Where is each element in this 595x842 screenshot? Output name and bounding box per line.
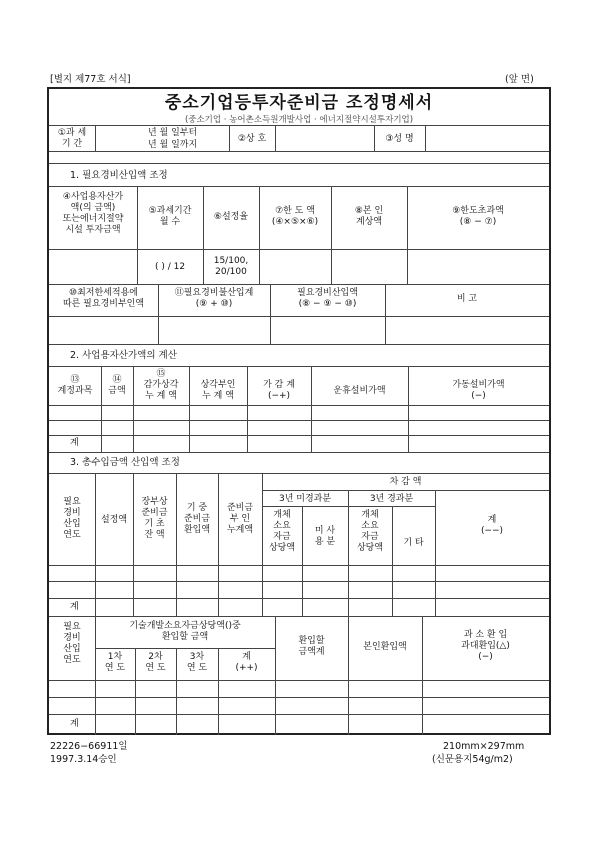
company-label: ②상 호 — [237, 134, 267, 144]
col-unused: 미 사 용 분 — [314, 526, 336, 547]
col-total: 계 (−−) — [480, 515, 504, 536]
form-subtitle: (중소기업 · 농어촌소득원개발사업 · 에너지절약시설투자기업) — [184, 115, 414, 125]
col-asset-value: ④사업용자산가 액(의 금액) 또는에너지절약 시설 투자금액 — [62, 192, 124, 235]
section2-total-label: 계 — [70, 438, 79, 448]
col-nondeductible: ⑪필요경비불산입계 (⑨ + ⑩) — [174, 288, 254, 309]
paper-type: (신문용지54g/m2) — [432, 754, 513, 765]
col-denied: 상각부인 누 계 액 — [200, 380, 236, 401]
period-to: 년 월 일까지 — [148, 140, 198, 150]
col-year-sum: 계 (++) — [235, 652, 258, 673]
col-adjust-sum: 가 감 계 (−+) — [263, 380, 295, 401]
col-account: ⑬ 계정과목 — [57, 375, 93, 396]
col-excess: ⑨한도초과액 (⑧ − ⑦) — [452, 206, 504, 227]
under-3-years: 3년 미경과분 — [278, 494, 332, 504]
over-3-years: 3년 경과분 — [369, 494, 414, 504]
col-idle-assets: 운휴설비가액 — [333, 386, 386, 396]
col-period-months: ⑤과세기간 월 수 — [148, 206, 192, 227]
col-year-1: 1차 연 도 — [104, 652, 126, 673]
section1-heading: 1. 필요경비산입액 조정 — [70, 170, 168, 181]
col-operating-assets: 가동설비가액 (−) — [452, 380, 505, 401]
col-self-restore: 본인환입액 — [363, 642, 407, 652]
col-self-amount: ⑧본 인 계상액 — [354, 206, 384, 227]
col-min-tax: ⑩최저한세적용에 따른 필요경비부인액 — [62, 288, 145, 309]
deduction-header: 차 감 액 — [389, 477, 422, 487]
col-over-under-restore: 과 소 환 입 과대환입(△) (−) — [461, 630, 510, 662]
col-reserve-denied: 준비금 부 인 누계액 — [226, 503, 254, 535]
col-amount: ⑭ 금액 — [108, 375, 126, 396]
period-from: 년 월 일부터 — [148, 128, 198, 138]
col-restore-total: 환입할 금액계 — [298, 636, 325, 657]
section3-total-label: 계 — [70, 602, 79, 612]
col-mid-restore: 기 중 준비금 환입액 — [183, 503, 211, 535]
col-remarks: 비 고 — [456, 294, 478, 304]
name-label: ③성 명 — [385, 134, 414, 144]
col-inclusion-year: 필요 경비 산입 연도 — [63, 497, 81, 540]
form-title: 중소기업등투자준비금 조정명세서 — [164, 93, 434, 113]
form-number: [별지 제77호 서식] — [50, 74, 131, 85]
paper-size: 210mm×297mm — [443, 741, 525, 752]
col-set-rate: ⑥설정율 — [213, 212, 249, 222]
col-year-2: 2차 연 도 — [145, 652, 166, 673]
col-replacement-funds: 개체 소요 자금 상당액 — [268, 510, 296, 553]
approval-date: 1997.3.14승인 — [50, 754, 117, 765]
col-other: 기 타 — [403, 538, 424, 548]
col-set-amount: 설정액 — [100, 515, 128, 525]
dev-funds-header: 기술개발소요자금상당액()중 환입할 금액 — [129, 621, 241, 642]
form-code: 22226−66911일 — [50, 741, 128, 752]
col-year-3: 3차 연 도 — [186, 652, 208, 673]
section2-heading: 2. 사업용자산가액의 계산 — [70, 350, 177, 361]
col-limit: ⑦한 도 액 (④×⑤×⑥) — [271, 206, 319, 227]
section4-total-label: 계 — [70, 719, 79, 729]
col-ledger-balance: 장부상 준비금 기 초 잔 액 — [141, 497, 168, 540]
col-inclusion: 필요경비산입액 (⑧ − ⑨ − ⑩) — [297, 288, 358, 309]
col-replacement-funds-2: 개체 소요 자금 상당액 — [356, 510, 384, 553]
period-label: ①과 세 기 간 — [57, 128, 87, 149]
col-depreciation: ⑮ 감가상각 누 계 액 — [143, 369, 179, 401]
col-inclusion-year-2: 필요 경비 산입 연도 — [63, 622, 81, 665]
page-side-label: (앞 면) — [505, 74, 534, 85]
months-value: ( ) / 12 — [154, 262, 186, 272]
rate-value: 15/100, 20/100 — [213, 256, 249, 277]
section3-heading: 3. 총수입금액 산입액 조정 — [70, 457, 180, 468]
